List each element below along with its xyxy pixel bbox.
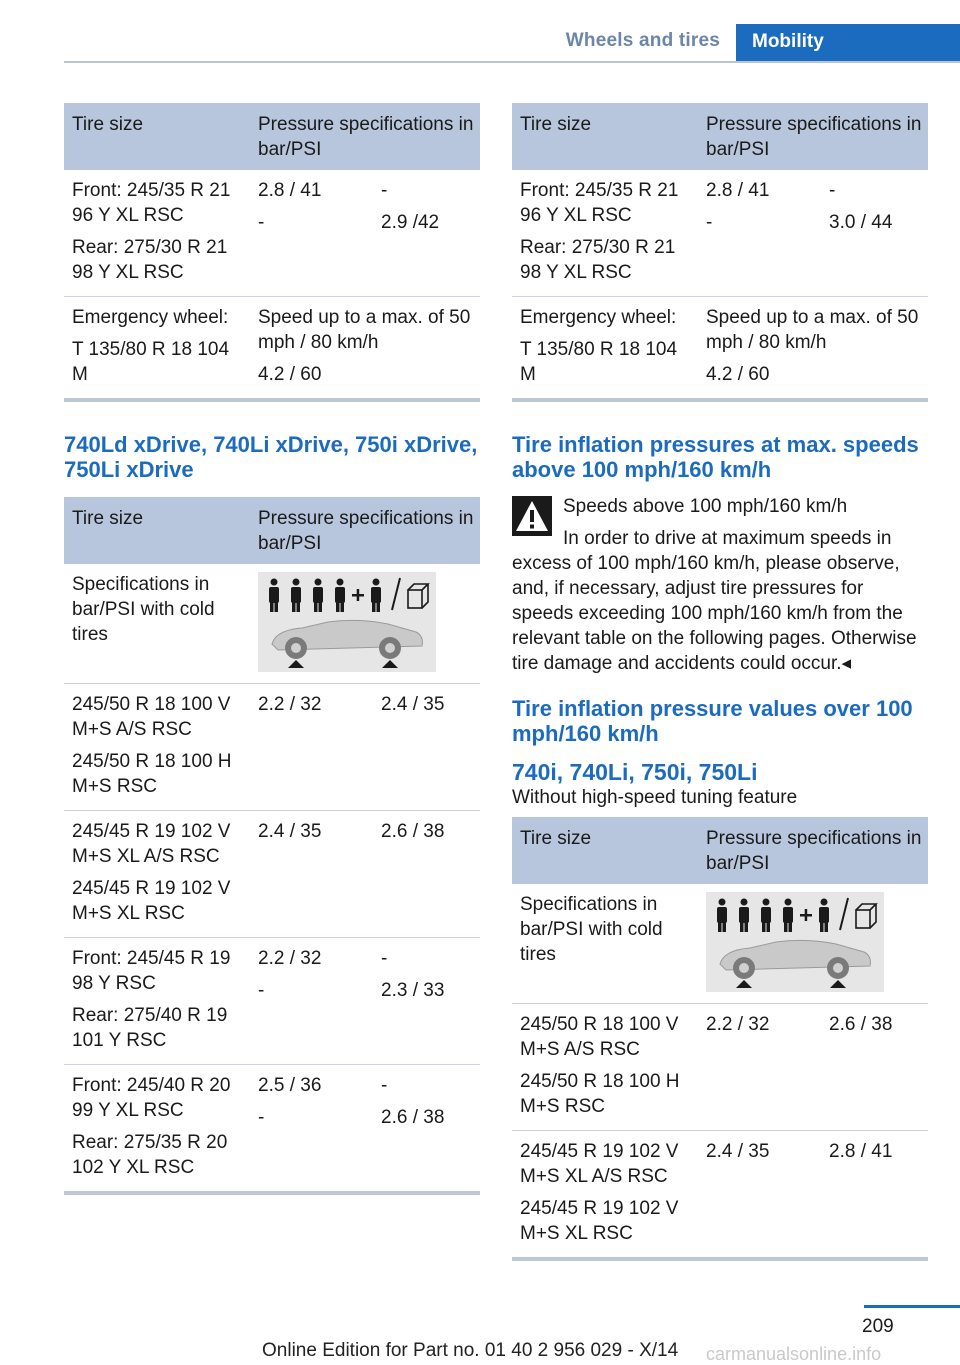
right-table-1	[512, 103, 928, 398]
tire-size: Front: 245/35 R 21 96 Y XL RSC	[520, 180, 679, 226]
pressure-value: 2.6 / 38	[829, 1014, 893, 1035]
header-rule	[64, 61, 960, 63]
pressure-value: 2.2 / 32	[258, 948, 322, 969]
watermark: carmanualsonline.info	[706, 1344, 882, 1364]
table-row	[512, 1131, 928, 1258]
header-tire-size: Tire size	[512, 817, 698, 884]
warning-text-body: excess of 100 mph/160 km/h, please observe, and, if necessary, adjust tire pressures for speeds exceeding 100 mph/160 km/h from the relevant table on the following pages. Otherwise tire damage and accidents could occur.◂	[512, 553, 917, 674]
load-diagram-icon	[258, 572, 436, 672]
tire-size: Rear: 275/40 R 19 101 Y RSC	[72, 1005, 228, 1051]
tire-size: 245/50 R 18 100 V M+S A/S RSC	[72, 694, 231, 740]
header-section-title: Wheels and tires	[565, 30, 720, 51]
tire-size: Front: 245/45 R 19 98 Y RSC	[72, 948, 231, 994]
pressure-value: -	[381, 1075, 388, 1096]
left-table-2	[64, 497, 480, 1191]
header-pressure: Pressure specifications in bar/PSI	[250, 497, 480, 564]
pressure-value: 4.2 / 60	[258, 364, 322, 385]
tire-size: T 135/80 R 18 104 M	[520, 339, 678, 385]
tire-size: Front: 245/35 R 21 96 Y XL RSC	[72, 180, 231, 226]
model-heading: 740Ld xDrive, 740Li xDrive, 750i xDrive, 750Li xDrive	[64, 432, 478, 482]
pressure-value: 2.2 / 32	[258, 694, 322, 715]
right-table-2	[512, 817, 928, 1257]
pressure-value: 3.0 / 44	[829, 212, 893, 233]
table-row	[64, 684, 480, 811]
model-heading: 740i, 740Li, 750i, 750Li	[512, 759, 758, 785]
pressure-value: 2.2 / 32	[706, 1014, 770, 1035]
left-table-1	[64, 103, 480, 398]
pressure-value: -	[706, 212, 713, 233]
warning-block	[512, 494, 928, 676]
pressure-value: 2.8 / 41	[829, 1141, 893, 1162]
tire-size: 245/45 R 19 102 V M+S XL A/S RSC	[520, 1141, 679, 1187]
table-row	[512, 170, 928, 297]
pressure-value: 2.3 / 33	[381, 980, 445, 1001]
pressure-value: 2.6 / 38	[381, 821, 445, 842]
pressure-value: 2.9 /42	[381, 212, 440, 233]
header-chapter-tab: Mobility	[736, 24, 960, 61]
warning-title: Speeds above 100 mph/160 km/h	[563, 496, 848, 517]
table-row	[512, 1004, 928, 1131]
tire-size: 245/50 R 18 100 H M+S RSC	[72, 751, 232, 797]
warning-triangle-icon	[512, 496, 552, 536]
tire-size: 245/45 R 19 102 V M+S XL RSC	[72, 878, 231, 924]
pressure-value: -	[381, 948, 388, 969]
tire-size: 245/50 R 18 100 V M+S A/S RSC	[520, 1014, 679, 1060]
header-tire-size: Tire size	[64, 103, 250, 170]
left-column	[64, 103, 480, 1195]
table-row	[64, 938, 480, 1065]
table-row	[64, 1065, 480, 1192]
pressure-value: -	[829, 180, 836, 201]
table-row	[64, 564, 480, 684]
page-number: 209	[862, 1316, 894, 1337]
pressure-value: -	[258, 1107, 265, 1128]
edition-footer: Online Edition for Part no. 01 40 2 956 029 - X/14	[262, 1340, 679, 1361]
pressure-value: 4.2 / 60	[706, 364, 770, 385]
table-end-rule	[64, 398, 480, 402]
header-tire-size: Tire size	[512, 103, 698, 170]
header-pressure: Pressure specifications in bar/PSI	[698, 103, 928, 170]
tire-size: Emergency wheel:	[520, 307, 677, 328]
subtitle: Without high-speed tuning feature	[512, 787, 798, 808]
table-end-rule	[512, 398, 928, 402]
section-heading: Tire inflation pressures at max. speeds above 100 mph/160 km/h	[512, 432, 919, 482]
table-end-rule	[512, 1257, 928, 1261]
table-row	[64, 811, 480, 938]
tire-size: Emergency wheel:	[72, 307, 229, 328]
section-heading: Tire inflation pressure values over 100 mph/160 km/h	[512, 696, 913, 746]
spec-label: Specifications in bar/PSI with cold tires	[520, 894, 663, 965]
pressure-value: 2.4 / 35	[706, 1141, 770, 1162]
table-row	[512, 884, 928, 1004]
tire-size: Rear: 275/30 R 21 98 Y XL RSC	[72, 237, 228, 283]
right-column	[512, 103, 928, 1261]
warning-text: In order to drive at maximum speeds in	[563, 528, 892, 549]
pressure-value: 2.5 / 36	[258, 1075, 322, 1096]
table-row	[512, 297, 928, 399]
tire-size: T 135/80 R 18 104 M	[72, 339, 230, 385]
pressure-value: 2.4 / 35	[381, 694, 445, 715]
tire-size: 245/50 R 18 100 H M+S RSC	[520, 1071, 680, 1117]
tire-size: Front: 245/40 R 20 99 Y XL RSC	[72, 1075, 231, 1121]
table-row	[64, 297, 480, 399]
header-pressure: Pressure specifications in bar/PSI	[250, 103, 480, 170]
pressure-value: -	[381, 180, 388, 201]
header-pressure: Pressure specifications in bar/PSI	[698, 817, 928, 884]
pressure-value: 2.4 / 35	[258, 821, 322, 842]
table-end-rule	[64, 1191, 480, 1195]
tire-size: Rear: 275/30 R 21 98 Y XL RSC	[520, 237, 676, 283]
tire-size: 245/45 R 19 102 V M+S XL RSC	[520, 1198, 679, 1244]
speed-note: Speed up to a max. of 50 mph / 80 km/h	[258, 307, 471, 353]
pressure-value: 2.8 / 41	[706, 180, 770, 201]
spec-label: Specifications in bar/PSI with cold tires	[72, 574, 215, 645]
table-row	[64, 170, 480, 297]
speed-note: Speed up to a max. of 50 mph / 80 km/h	[706, 307, 919, 353]
pressure-value: 2.8 / 41	[258, 180, 322, 201]
pressure-value: -	[258, 212, 265, 233]
pressure-value: -	[258, 980, 265, 1001]
tire-size: Rear: 275/35 R 20 102 Y XL RSC	[72, 1132, 228, 1178]
footer-rule	[864, 1305, 960, 1308]
header-tire-size: Tire size	[64, 497, 250, 564]
load-diagram-icon	[706, 892, 884, 992]
pressure-value: 2.6 / 38	[381, 1107, 445, 1128]
tire-size: 245/45 R 19 102 V M+S XL A/S RSC	[72, 821, 231, 867]
